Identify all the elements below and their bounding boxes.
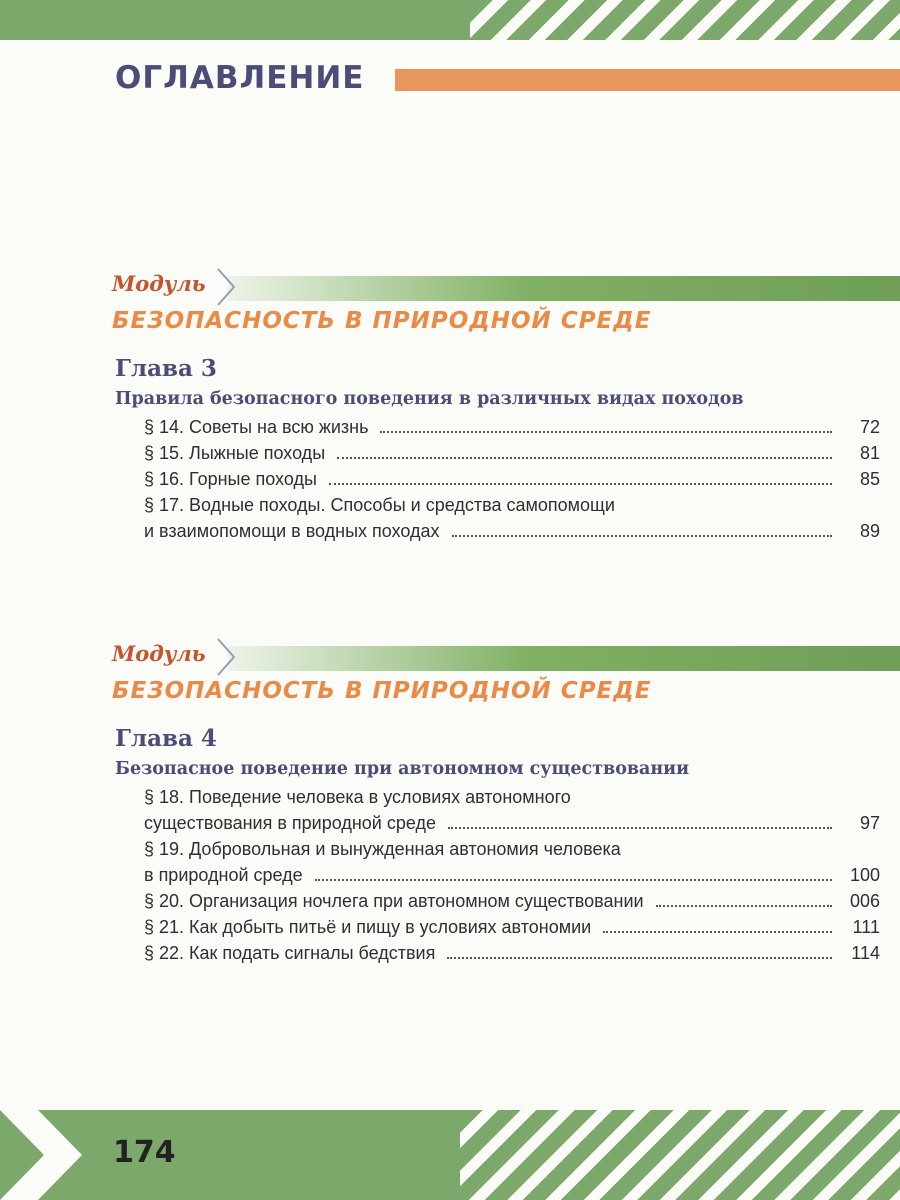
chevron-right-icon: [215, 267, 237, 307]
toc-entry-text: § 14. Советы на всю жизнь: [144, 417, 369, 437]
toc-page-number: 114: [851, 943, 880, 963]
chevron-right-icon: [215, 637, 237, 677]
toc-entry-20[interactable]: [115, 888, 880, 914]
module-gradient-bar: [228, 276, 900, 301]
chapter-number: Глава 4: [115, 725, 217, 752]
chapter-3-block: [115, 352, 880, 544]
toc-entry-text-continued: существования в природной среде: [144, 813, 436, 833]
module-title: БЕЗОПАСНОСТЬ В ПРИРОДНОЙ СРЕДЕ: [112, 678, 652, 704]
toc-entry-14[interactable]: [115, 414, 880, 440]
toc-entry-22[interactable]: [115, 940, 880, 966]
dot-leader: [329, 483, 832, 485]
toc-entry-text: § 15. Лыжные походы: [144, 443, 326, 463]
toc-page-number: 111: [852, 917, 880, 937]
toc-list: [115, 414, 880, 544]
title-accent-bar: [395, 69, 900, 91]
dot-leader: [315, 879, 832, 881]
page-title: ОГЛАВЛЕНИЕ: [115, 60, 365, 96]
module-title: БЕЗОПАСНОСТЬ В ПРИРОДНОЙ СРЕДЕ: [112, 308, 652, 334]
toc-entry-text: § 16. Горные походы: [144, 469, 317, 489]
toc-entry-16[interactable]: [115, 466, 880, 492]
toc-entry-17[interactable]: [115, 492, 880, 544]
toc-page-number: 85: [859, 469, 880, 489]
toc-entry-text: § 22. Как подать сигналы бедствия: [144, 943, 436, 963]
toc-entry-text: § 21. Как добыть питьё и пищу в условиях автономии: [144, 917, 592, 937]
dot-leader: [448, 827, 832, 829]
toc-page-number: 89: [859, 521, 880, 541]
chevron-right-icon: [0, 1110, 110, 1200]
top-decorative-bar: [0, 0, 470, 40]
dot-leader: [447, 957, 832, 959]
toc-page-number: 72: [859, 417, 880, 437]
module-label: Модуль: [112, 271, 206, 296]
chapter-title: Безопасное поведение при автономном существовании: [115, 759, 690, 779]
toc-page-number: 81: [859, 443, 880, 463]
toc-entry-text-continued: и взаимопомощи в водных походах: [144, 521, 440, 541]
module-label: Модуль: [112, 641, 206, 666]
toc-page-number: 006: [849, 891, 880, 911]
toc-entry-text: § 20. Организация ночлега при автономном существовании: [144, 891, 644, 911]
dot-leader: [656, 905, 832, 907]
top-striped-bar: [470, 0, 900, 40]
dot-leader: [603, 931, 832, 933]
dot-leader: [380, 431, 832, 433]
module-gradient-bar: [228, 646, 900, 671]
page-number: 174: [113, 1135, 176, 1170]
toc-entry-text: § 17. Водные походы. Способы и средства самопомощи: [144, 495, 615, 515]
toc-entry-text: § 18. Поведение человека в условиях автономного: [144, 787, 571, 807]
chapter-title: Правила безопасного поведения в различных видах походов: [115, 389, 744, 409]
toc-entry-15[interactable]: [115, 440, 880, 466]
dot-leader: [337, 457, 832, 459]
toc-entry-19[interactable]: [115, 836, 880, 888]
toc-page-number: 97: [859, 813, 880, 833]
toc-entry-21[interactable]: [115, 914, 880, 940]
toc-entry-18[interactable]: [115, 784, 880, 836]
toc-page-number: 100: [849, 865, 880, 885]
bottom-striped-bar: [460, 1110, 900, 1200]
toc-entry-text: § 19. Добровольная и вынужденная автономия человека: [144, 839, 621, 859]
chapter-4-block: [115, 722, 880, 966]
toc-entry-text-continued: в природной среде: [144, 865, 303, 885]
toc-list: [115, 784, 880, 966]
chapter-number: Глава 3: [115, 355, 217, 382]
dot-leader: [452, 535, 832, 537]
